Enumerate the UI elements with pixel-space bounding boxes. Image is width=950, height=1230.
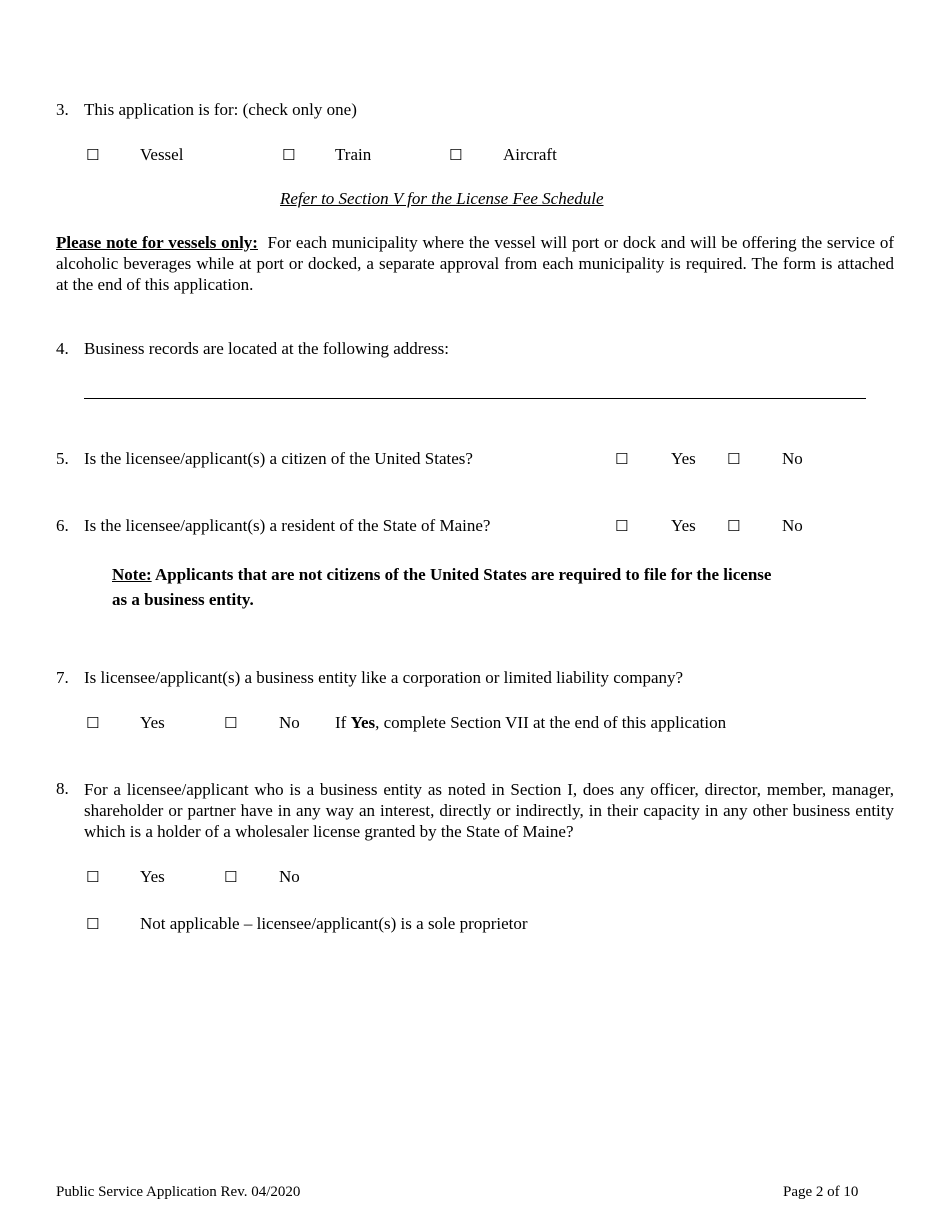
q4-question: Business records are located at the following address: [84, 339, 449, 358]
note-label: Note: [112, 565, 152, 584]
not-applicable-label: Not applicable – licensee/applicant(s) is a sole proprietor [140, 914, 528, 933]
q5-no-label: No [782, 449, 803, 468]
vessel-checkbox[interactable]: ☐ [86, 146, 100, 164]
vessel-note-text: For each municipality where the vessel will port or dock and will be offering the service of alcoholic beverages while at port or docked, a separate approval from each municipality is required. The form is attached at the end of this application. [56, 233, 894, 294]
q8-yes-label: Yes [140, 867, 165, 886]
footer-page-number: Page 2 of 10 [783, 1184, 859, 1200]
q7-instruction [335, 713, 726, 733]
q7-if-suffix: , complete Section VII at the end of this application [375, 713, 727, 732]
q6-yes-label: Yes [671, 516, 696, 535]
q5-yes-checkbox[interactable]: ☐ [615, 450, 629, 468]
q7-no-label: No [279, 713, 300, 732]
q7-question: Is licensee/applicant(s) a business entity like a corporation or limited liability company? [84, 668, 684, 687]
address-input-line[interactable] [84, 398, 866, 399]
not-applicable-checkbox[interactable]: ☐ [86, 915, 100, 933]
q7-number: 7. [56, 668, 69, 687]
q7-yes-label: Yes [140, 713, 165, 732]
vessel-label: Vessel [140, 145, 184, 164]
q5-number: 5. [56, 449, 69, 468]
q8-no-label: No [279, 867, 300, 886]
aircraft-checkbox[interactable]: ☐ [449, 146, 463, 164]
q6-no-checkbox[interactable]: ☐ [727, 517, 741, 535]
vessel-note-label: Please note for vessels only: [56, 233, 258, 252]
train-label: Train [335, 145, 372, 164]
q5-question: Is the licensee/applicant(s) a citizen of the United States? [84, 449, 473, 468]
note-text-line1: Applicants that are not citizens of the United States are required to file for the license [154, 565, 772, 584]
q8-number: 8. [56, 779, 69, 798]
q8-yes-checkbox[interactable]: ☐ [86, 868, 100, 886]
aircraft-label: Aircraft [503, 145, 557, 164]
q7-if-yes: Yes [350, 713, 376, 732]
q6-number: 6. [56, 516, 69, 535]
q7-if-prefix: If [335, 713, 347, 732]
q8-no-checkbox[interactable]: ☐ [224, 868, 238, 886]
train-checkbox[interactable]: ☐ [282, 146, 296, 164]
fee-schedule-note: Refer to Section V for the License Fee Schedule [280, 189, 604, 208]
q5-yes-label: Yes [671, 449, 696, 468]
q3-question: This application is for: (check only one) [84, 100, 357, 119]
q5-no-checkbox[interactable]: ☐ [727, 450, 741, 468]
q6-question: Is the licensee/applicant(s) a resident of the State of Maine? [84, 516, 491, 535]
note-text-line2: as a business entity. [112, 590, 254, 609]
q4-number: 4. [56, 339, 69, 358]
q6-no-label: No [782, 516, 803, 535]
vessel-note-paragraph [56, 232, 894, 295]
q3-number: 3. [56, 100, 69, 119]
citizenship-note-line1 [112, 565, 771, 585]
q7-no-checkbox[interactable]: ☐ [224, 714, 238, 732]
footer-revision: Public Service Application Rev. 04/2020 [56, 1184, 301, 1200]
q7-yes-checkbox[interactable]: ☐ [86, 714, 100, 732]
q6-yes-checkbox[interactable]: ☐ [615, 517, 629, 535]
q8-question: For a licensee/applicant who is a business entity as noted in Section I, does any officer, director, member, manager, shareholder or partner have in any way an interest, directly or indirectly, in their capacity in any other business entity which is a holder of a wholesaler license granted by the State of Maine? [84, 780, 894, 841]
